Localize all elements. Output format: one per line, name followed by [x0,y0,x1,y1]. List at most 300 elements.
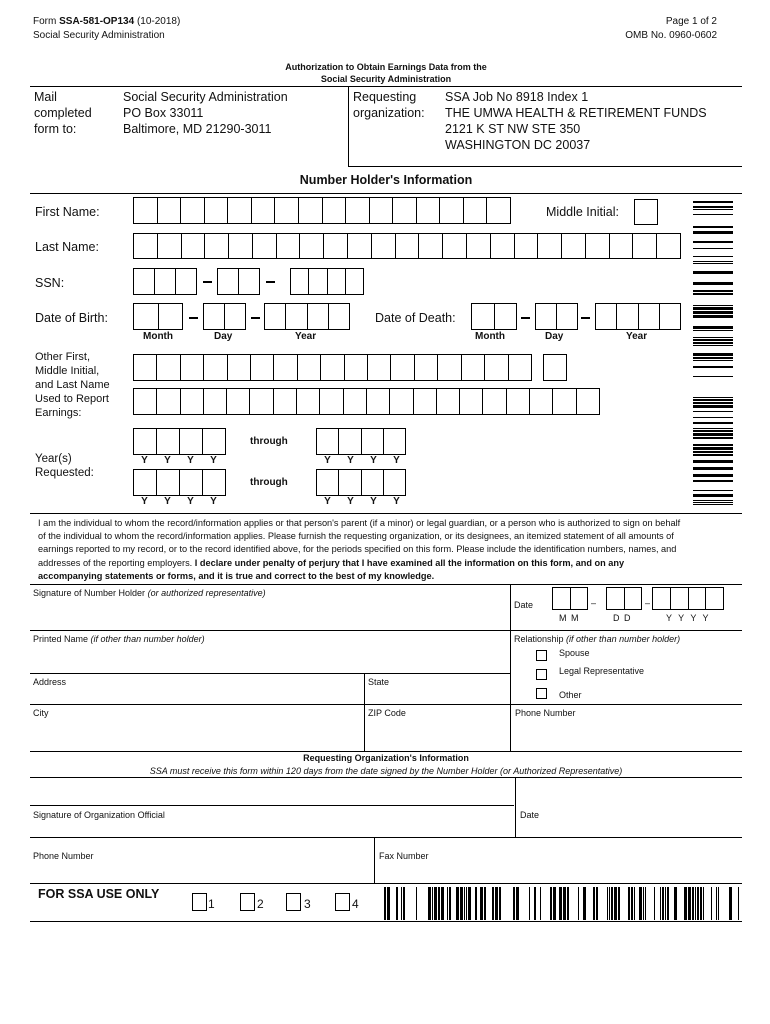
char-box[interactable] [323,198,347,223]
char-box[interactable] [134,198,158,223]
barcode-bar [460,887,463,920]
phone-label: Phone Number [515,708,576,718]
digit-box[interactable] [362,429,384,454]
char-box[interactable] [391,355,414,380]
legal-rep-checkbox[interactable] [536,669,547,680]
barcode-bar [697,887,699,920]
org-phone-top-rule [30,837,742,838]
state-field[interactable] [365,689,510,704]
digit-box[interactable] [472,304,495,329]
digit-box[interactable] [495,304,517,329]
char-box[interactable] [348,234,372,258]
address-field[interactable] [30,689,364,704]
barcode-bar [475,887,477,920]
ssa-box-1[interactable] [192,893,207,911]
barcode-bar [428,887,431,920]
org-sig-rule [30,805,514,806]
sign-date-year-boxes[interactable] [652,587,724,610]
barcode-bar [693,428,733,429]
through-label: through [250,477,288,488]
year-to-2-boxes[interactable] [316,469,406,496]
dob-year-boxes[interactable] [264,303,350,330]
char-box[interactable] [417,198,441,223]
digit-box[interactable] [286,304,307,329]
year-placeholder-row [133,455,225,466]
char-box[interactable] [657,234,680,258]
zip-field[interactable] [365,720,510,751]
declaration-line: accompanying statements or forms, and it is true and correct to the best of my knowledge. [38,570,435,581]
form-prefix: Form [33,16,57,27]
barcode-bar [468,887,471,920]
char-box[interactable] [299,198,323,223]
barcode-bar [693,480,733,482]
digit-box[interactable] [309,269,327,294]
zip-label: ZIP Code [368,708,406,718]
char-box[interactable] [274,389,297,414]
digit-box[interactable] [180,429,203,454]
digit-box[interactable] [384,429,405,454]
org-top-rule [30,751,742,752]
char-box[interactable] [460,389,483,414]
city-field[interactable] [30,720,364,751]
digit-box[interactable] [157,470,180,495]
digit-box[interactable] [134,470,157,495]
barcode-bar [693,353,733,356]
dod-dash [581,317,590,319]
char-box[interactable] [440,198,464,223]
ssa-box-4-label: 4 [352,897,359,911]
printed-name-label-text: Printed Name [33,634,89,644]
signature-top-rule [30,584,742,585]
org-date-field[interactable] [516,822,742,837]
phone-field[interactable] [511,720,742,751]
year-from-1-boxes[interactable] [133,428,226,455]
year-placeholder-row [133,496,225,507]
char-box[interactable] [415,355,438,380]
barcode-bar [693,261,733,262]
digit-box[interactable] [203,470,225,495]
char-box[interactable] [344,389,367,414]
digit-box[interactable] [291,269,309,294]
digit-box[interactable] [557,304,577,329]
char-box[interactable] [464,198,488,223]
relationship-label-text: Relationship [514,634,564,644]
digit-box[interactable] [157,429,180,454]
char-box[interactable] [181,389,204,414]
org-note-rule [30,777,742,778]
other-names-label-line: Middle Initial, [35,365,100,377]
char-box[interactable] [530,389,553,414]
digit-box[interactable] [706,588,723,609]
digit-box[interactable] [625,588,642,609]
barcode-bar [693,345,733,346]
digit-box[interactable] [339,470,361,495]
barcode-bar [693,326,733,329]
year-y-letter: Y [187,496,194,507]
char-box[interactable] [134,234,158,258]
char-box[interactable] [182,234,206,258]
barcode-bar [578,887,579,920]
printed-name-label-note: (if other than number holder) [90,634,205,644]
dod-label: Date of Death: [375,311,456,325]
digit-box[interactable] [180,470,203,495]
barcode-bar [693,342,733,344]
page-number: Page 1 of 2 [665,16,717,27]
char-box[interactable] [538,234,562,258]
other-names-label-line: Other First, [35,351,91,363]
number-holder-heading: Number Holder's Information [299,173,473,187]
digit-box[interactable] [204,304,225,329]
char-box[interactable] [252,198,276,223]
char-box[interactable] [610,234,634,258]
barcode-bar [401,887,402,920]
char-box[interactable] [553,389,576,414]
char-box[interactable] [321,355,344,380]
digit-box[interactable] [362,470,384,495]
sign-date-month-boxes[interactable] [552,587,588,610]
printed-name-field[interactable] [30,646,510,673]
top-rule [30,86,742,87]
date-dash: – [591,598,597,608]
barcode-bar [643,887,644,920]
char-box[interactable] [297,389,320,414]
ssn-area-boxes[interactable] [133,268,197,295]
barcode-bar [693,504,733,505]
char-box[interactable] [635,200,657,224]
org-phone-field[interactable] [30,863,374,883]
year-y-letter: Y [370,496,377,507]
first-name-boxes[interactable] [133,197,511,224]
char-box[interactable] [487,198,510,223]
form-number-code: SSA-581-OP134 [59,16,135,27]
dob-year-caption: Year [295,331,317,342]
printed-name-rule [30,630,742,631]
barcode-bar [716,887,717,920]
char-box[interactable] [320,389,343,414]
digit-box[interactable] [596,304,617,329]
barcode-bar [438,887,440,920]
digit-box[interactable] [329,304,349,329]
barcode-bar [693,467,733,470]
char-box[interactable] [134,355,157,380]
barcode-bar [693,311,733,314]
address-rule [30,673,510,674]
barcode-bar [692,887,694,920]
barcode-bar [593,887,595,920]
barcode-bar [693,490,733,491]
horizontal-barcode-image [380,887,742,920]
char-box[interactable] [577,389,599,414]
char-box[interactable] [227,389,250,414]
barcode-bar [693,337,733,338]
year-y-letter: Y [210,455,217,466]
barcode-bar [738,887,739,920]
char-box[interactable] [467,234,491,258]
number-holder-signature-field[interactable] [30,596,510,630]
barcode-bar [693,460,733,463]
char-box[interactable] [157,389,180,414]
relationship-label [514,634,680,644]
year-y-letter: Y [210,496,217,507]
yyyy-caption: Y Y Y Y [666,613,711,623]
digit-box[interactable] [134,429,157,454]
digit-box[interactable] [671,588,689,609]
dod-year-boxes[interactable] [595,303,681,330]
barcode-bar [693,376,733,377]
char-box[interactable] [586,234,610,258]
digit-box[interactable] [536,304,557,329]
char-box[interactable] [253,234,277,258]
mail-address [123,89,288,137]
char-box[interactable] [157,355,180,380]
declaration-line: of the individual to whom the record/information applies. Please furnish the requesting organization, or its designees, an itemized statement of all amounts of [38,531,674,542]
barcode-bar [449,887,451,920]
barcode-bar [466,887,467,920]
dod-year-caption: Year [626,331,648,342]
years-requested-label [35,452,94,480]
char-box[interactable] [277,234,301,258]
barcode-bar [693,209,733,210]
org-official-signature-label: Signature of Organization Official [33,810,165,820]
char-box[interactable] [443,234,467,258]
digit-box[interactable] [159,304,183,329]
barcode-bar [611,887,613,920]
digit-box[interactable] [660,304,680,329]
char-box[interactable] [250,389,273,414]
barcode-bar [674,887,677,920]
char-box[interactable] [205,234,229,258]
spouse-checkbox[interactable] [536,650,547,661]
dod-day-caption: Day [545,331,564,342]
char-box[interactable] [414,389,437,414]
barcode-bar [660,887,661,920]
ssa-use-label: FOR SSA USE ONLY [38,887,160,901]
dod-day-boxes[interactable] [535,303,578,330]
barcode-bar [567,887,569,920]
barcode-bar [693,231,733,234]
declaration-line: earnings reported to my record, or to the record identified above, for the periods specified on this form. Please include the identification numbers, names, and [38,544,677,555]
char-box[interactable] [274,355,297,380]
char-box[interactable] [507,389,530,414]
digit-box[interactable] [218,269,239,294]
barcode-bar [693,256,733,257]
barcode-bar [639,887,642,920]
middle-initial-box[interactable] [634,199,658,225]
state-label: State [368,677,390,687]
sign-date-day-boxes[interactable] [606,587,642,610]
ssa-use-top-rule [30,883,742,884]
digit-box[interactable] [339,429,361,454]
middle-initial-label: Middle Initial: [546,205,619,219]
barcode-bar [693,494,733,497]
char-box[interactable] [204,355,227,380]
barcode-bar [693,305,733,306]
digit-box[interactable] [607,588,625,609]
char-box[interactable] [251,355,274,380]
char-box[interactable] [275,198,299,223]
char-box[interactable] [562,234,586,258]
digit-box[interactable] [553,588,571,609]
year-y-letter: Y [164,455,171,466]
digit-box[interactable] [653,588,671,609]
barcode-bar [441,887,444,920]
digit-box[interactable] [328,269,346,294]
ssa-box-1-label: 1 [208,897,215,911]
org-official-signature-field[interactable] [30,779,514,805]
digit-box[interactable] [176,269,196,294]
char-box[interactable] [346,198,370,223]
char-box[interactable] [438,355,461,380]
dob-label: Date of Birth: [35,311,108,325]
barcode-bar [693,290,733,292]
barcode-bar [693,502,733,503]
year-y-letter: Y [347,496,354,507]
char-box[interactable] [204,389,227,414]
other-last-name-boxes[interactable] [133,388,600,415]
other-names-label-line: Earnings: [35,407,82,419]
year-y-letter: Y [164,496,171,507]
year-to-1-boxes[interactable] [316,428,406,455]
barcode-bar [693,422,733,424]
digit-box[interactable] [308,304,329,329]
digit-box[interactable] [203,429,225,454]
other-middle-initial-box[interactable] [543,354,567,381]
dd-caption: D D [613,613,632,623]
form-number [33,16,180,27]
char-box[interactable] [372,234,396,258]
first-name-label: First Name: [35,205,100,219]
form-title-line2: Social Security Administration [320,74,452,84]
char-box[interactable] [134,389,157,414]
signature-label-note: (or authorized representative) [147,588,266,598]
date-label: Date [514,600,534,610]
requesting-org [445,89,707,153]
ssa-box-4[interactable] [335,893,350,911]
char-box[interactable] [437,389,460,414]
char-box[interactable] [633,234,657,258]
char-box[interactable] [300,234,324,258]
char-box[interactable] [229,234,253,258]
char-box[interactable] [396,234,420,258]
digit-box[interactable] [317,470,339,495]
char-box[interactable] [393,198,417,223]
dob-day-boxes[interactable] [203,303,246,330]
char-box[interactable] [181,198,205,223]
char-box[interactable] [462,355,485,380]
char-box[interactable] [228,355,251,380]
org-fax-field[interactable] [375,863,742,883]
barcode-bar [499,887,501,920]
requesting-org-line: 2121 K ST NW STE 350 [445,122,581,136]
char-box[interactable] [298,355,321,380]
ssn-group-boxes[interactable] [217,268,260,295]
barcode-bar [583,887,586,920]
digit-box[interactable] [571,588,588,609]
barcode-bar [464,887,465,920]
digit-box[interactable] [346,269,363,294]
char-box[interactable] [368,355,391,380]
ssn-serial-boxes[interactable] [290,268,364,295]
char-box[interactable] [205,198,229,223]
barcode-bar [693,437,733,439]
digit-box[interactable] [617,304,638,329]
barcode-bar [553,887,556,920]
barcode-bar [693,214,733,215]
digit-box[interactable] [639,304,660,329]
other-first-name-boxes[interactable] [133,354,532,381]
digit-box[interactable] [155,269,176,294]
char-box[interactable] [515,234,539,258]
char-box[interactable] [181,355,204,380]
barcode-bar [693,330,733,331]
vertical-barcode-svg [693,201,733,508]
digit-box[interactable] [265,304,286,329]
mail-address-line: Social Security Administration [123,90,288,104]
char-box[interactable] [158,198,182,223]
char-box[interactable] [345,355,368,380]
barcode-bar [693,500,733,501]
ssa-box-3[interactable] [286,893,301,911]
org-info-heading: Requesting Organization's Information [303,753,469,763]
barcode-bar [693,433,733,436]
barcode-bar [607,887,608,920]
ssa-box-3-label: 3 [304,897,311,911]
dob-dash [251,317,260,319]
mail-address-line: PO Box 33011 [123,106,204,120]
digit-box[interactable] [317,429,339,454]
char-box[interactable] [419,234,443,258]
char-box[interactable] [390,389,413,414]
dob-month-boxes[interactable] [133,303,183,330]
barcode-bar [662,887,664,920]
barcode-bar [693,357,733,359]
spouse-label: Spouse [559,648,590,658]
char-box[interactable] [324,234,348,258]
barcode-bar [693,397,733,398]
declaration-line [38,557,748,570]
char-box[interactable] [158,234,182,258]
barcode-bar [693,282,733,285]
barcode-bar [693,201,733,203]
requesting-label-line: organization: [353,106,425,120]
barcode-bar [693,248,733,249]
char-box[interactable] [370,198,394,223]
org-info-note: SSA must receive this form within 120 days from the date signed by the Number Holder (or Authorized Representative) [149,766,623,776]
char-box[interactable] [483,389,506,414]
last-name-boxes[interactable] [133,233,681,259]
char-box[interactable] [485,355,508,380]
form-title-line1: Authorization to Obtain Earnings Data from the [285,62,487,72]
year-from-2-boxes[interactable] [133,469,226,496]
digit-box[interactable] [134,269,155,294]
digit-box[interactable] [384,470,405,495]
char-box[interactable] [228,198,252,223]
declaration-line-normal: addresses of the reporting employers. [38,557,195,568]
digit-box[interactable] [134,304,159,329]
number-holder-rule [30,193,742,194]
digit-box[interactable] [239,269,259,294]
barcode-bar [456,887,459,920]
ssa-box-2[interactable] [240,893,255,911]
char-box[interactable] [491,234,515,258]
digit-box[interactable] [225,304,245,329]
char-box[interactable] [509,355,531,380]
digit-box[interactable] [689,588,707,609]
char-box[interactable] [367,389,390,414]
char-box[interactable] [544,355,566,380]
dod-month-boxes[interactable] [471,303,517,330]
other-checkbox[interactable] [536,688,547,699]
